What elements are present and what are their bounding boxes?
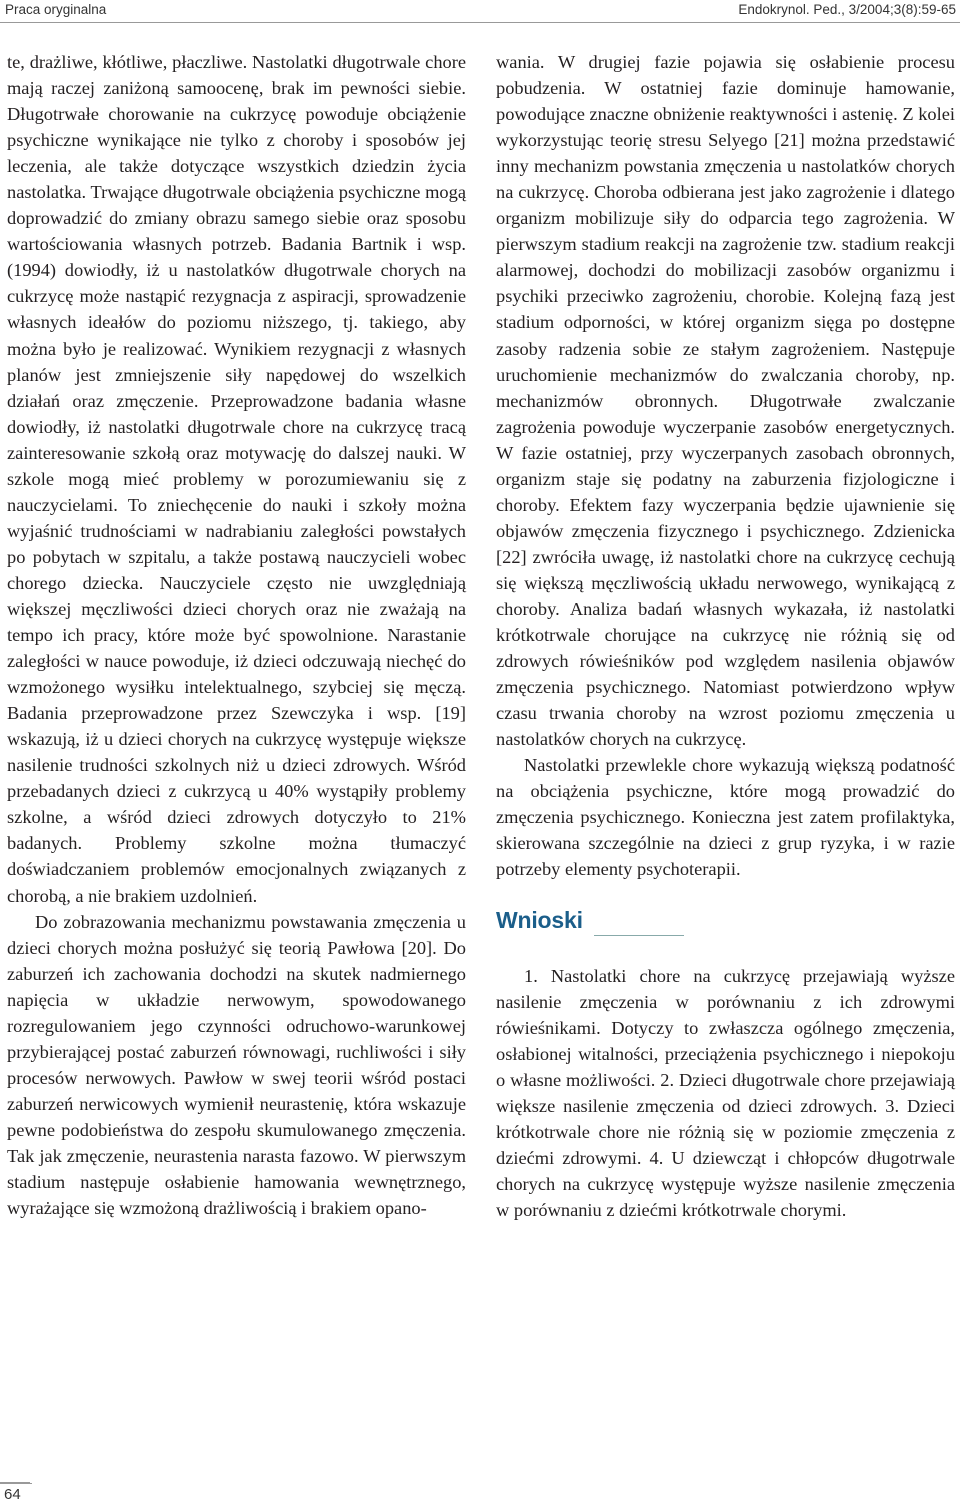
conclusions-paragraph: 1. Nastolatki chore na cukrzycę przejawiają wyższe nasilenie zmęczenia w porównaniu z ich zdrowymi rówieśnikami. Dotyczy to zwłaszcza ogólnego zmęczenia, osłabionej witalności, przeciążenia psychicznego i niepokoju o własne możliwości. 2. Dzieci długotrwale chore przejawiają większe nasilenie zmęczenia od dzieci zdrowych. 3. Dzieci krótkotrwale chore nie różnią się w poziomie zmęczenia z dziećmi zdrowymi. 4. U dziewcząt i chłopców długotrwale chorych na cukrzycę występuje wyższe nasilenie zmęczenia w porównaniu z dziećmi krótkotrwale chorymi. bbox=[496, 965, 955, 1220]
right-paragraph-2: Nastolatki przewlekle chore wykazują większą podatność na obciążenia psychiczne, które mogą prowadzić do zmęczenia psychicznego. Konieczna jest zatem profilaktyka, skierowana szczególnie na dzieci z grup ryzyka, i w razie potrzeby elementy psychoterapii. bbox=[496, 755, 955, 880]
header-rule bbox=[0, 22, 960, 23]
left-column bbox=[7, 49, 466, 1221]
running-header bbox=[0, 0, 960, 22]
section-heading-rule bbox=[594, 935, 684, 936]
left-paragraph-2: Do zobrazowania mechanizmu powstawania zmęczenia u dzieci chorych można posłużyć się teorią Pawłowa [20]. Do zaburzeń ich zachowania dochodzi na skutek nadmiernego napięcia w układzie nerwowym, spowodowanego rozregulowaniem jego czynności odruchowo-warunkowej przybierającej postać zaburzeń równowagi, ruchliwości i siły procesów nerwowych. Pawłow w swej teorii wśród postaci zaburzeń nerwicowych wymienił neurastenię, która wskazuje pewne podobieństwa do zespołu skumulowanego zmęczenia. Tak jak zmęczenie, neurastenia narasta fazowo. W pierwszym stadium następuje osłabienie hamowania wewnętrznego, wyrażające się wzmożoną drażliwością i brakiem opano- bbox=[7, 911, 466, 1219]
right-paragraph-1: wania. W drugiej fazie pojawia się osłabienie procesu pobudzenia. W ostatniej fazie dominuje hamowanie, powodujące znaczne obniżenie reaktywności i astenię. Z kolei wykorzystując teorię stresu Selyego [21] można przedstawić inny mechanizm powstania zmęczenia u nastolatków chorych na cukrzycę. Choroba odbierana jest jako zagrożenie i dlatego organizm mobilizuje siły do odparcia tego zagrożenia. W pierwszym stadium reakcji na zagrożenie tzw. stadium reakcji alarmowej, dochodzi do mobilizacji zasobów organizmu i psychiki przeciwko zagrożeniu, chorobie. Kolejną fazą jest stadium odporności, w której organizm sięga po dostępne zasoby radzenia sobie ze stałym zagrożeniem. Następuje uruchomienie mechanizmów do zwalczania choroby, np. mechanizmów obronnych. Długotrwałe zwalczanie zagrożenia powoduje wyczerpanie zasobów energetycznych. W fazie ostatniej, przy wyczerpanych zasobach obronnych, organizm staje się podatny na zaburzenia fizjologiczne i choroby. Efektem fazy wyczerpania będzie ujawnienie się objawów zmęczenia fizycznego i psychicznego. Zdzienicka [22] zwróciła uwagę, iż nastolatki chore na cukrzycę cechują się większą męczliwością układu nerwowego, wynikającą z choroby. Analiza badań własnych wykazała, iż nastolatki krótkotrwale chorujące na cukrzycę nie różnią się od zdrowych rówieśników pod względem nasilenia objawów zmęczenia psychicznego. Natomiast potwierdzono wpływ czasu trwania choroby na wzrost poziomu zmęczenia u nastolatków chorych na cukrzycę. bbox=[496, 52, 955, 750]
section-heading bbox=[496, 901, 955, 947]
section-heading-text: Wnioski bbox=[496, 906, 583, 933]
right-column bbox=[496, 49, 955, 1223]
left-paragraph-1: te, drażliwe, kłótliwe, płaczliwe. Nastolatki długotrwale chore mają raczej zaniżoną samoocenę, brak im pewności siebie. Długotrwałe chorowanie na cukrzycę powoduje obciążenie psychiczne wynikające nie tylko z choroby i sposobów jej leczenia, ale także dotyczące wszystkich dziedzin życia nastolatka. Trwające długotrwale obciążenia psychiczne mogą doprowadzić do zmiany obrazu samego siebie oraz sposobu wartościowania własnych potrzeb. Badania Bartnik i wsp. (1994) dowiodły, iż u nastolatków długotrwale chorych na cukrzycę może nastąpić rezygnacja z aspiracji, sprowadzenie własnych ideałów do poziomu niższego, tj. takiego, aby można było je realizować. Wynikiem rezygnacji z własnych planów jest zmniejszenie siły napędowej do wszelkich działań oraz zmęczenie. Przeprowadzone badania własne dowiodły, iż nastolatki długotrwale chore na cukrzycę tracą zainteresowanie szkołą oraz motywację do dalszej nauki. W szkole mogą mieć problemy w porozumiewaniu się z nauczycielami. To zniechęcenie do nauki i szkoły można wyjaśnić trudnościami w nadrabianiu zaległości powstałych po pobytach w szpitalu, a także postawą nauczycieli wobec chorego dziecka. Nauczyciele często nie uwzględniają większej męczliwości dzieci chorych oraz nie zważają na tempo ich pracy, które może być spowolnione. Narastanie zaległości w nauce powoduje, iż dzieci odczuwają niechęć do wzmożonego wysiłku intelektualnego, szybciej się męczą. Badania przeprowadzone przez Szewczyka i wsp. [19] wskazują, iż u dzieci chorych na cukrzycę występuje większe nasilenie trudności szkolnych niż u dzieci zdrowych. Wśród przebadanych dzieci z cukrzycą u 40% wystąpiły problemy szkolne, a wśród dzieci zdrowych dotyczyło to 21% badanych. Problemy szkolne można tłumaczyć doświadczaniem problemów emocjonalnych związanych z chorobą, a nie brakiem uzdolnień. bbox=[7, 52, 466, 906]
page-number: 64 bbox=[0, 1483, 32, 1506]
journal-citation: Endokrynol. Ped., 3/2004;3(8):59-65 bbox=[738, 2, 956, 17]
article-type-label: Praca oryginalna bbox=[5, 2, 107, 17]
